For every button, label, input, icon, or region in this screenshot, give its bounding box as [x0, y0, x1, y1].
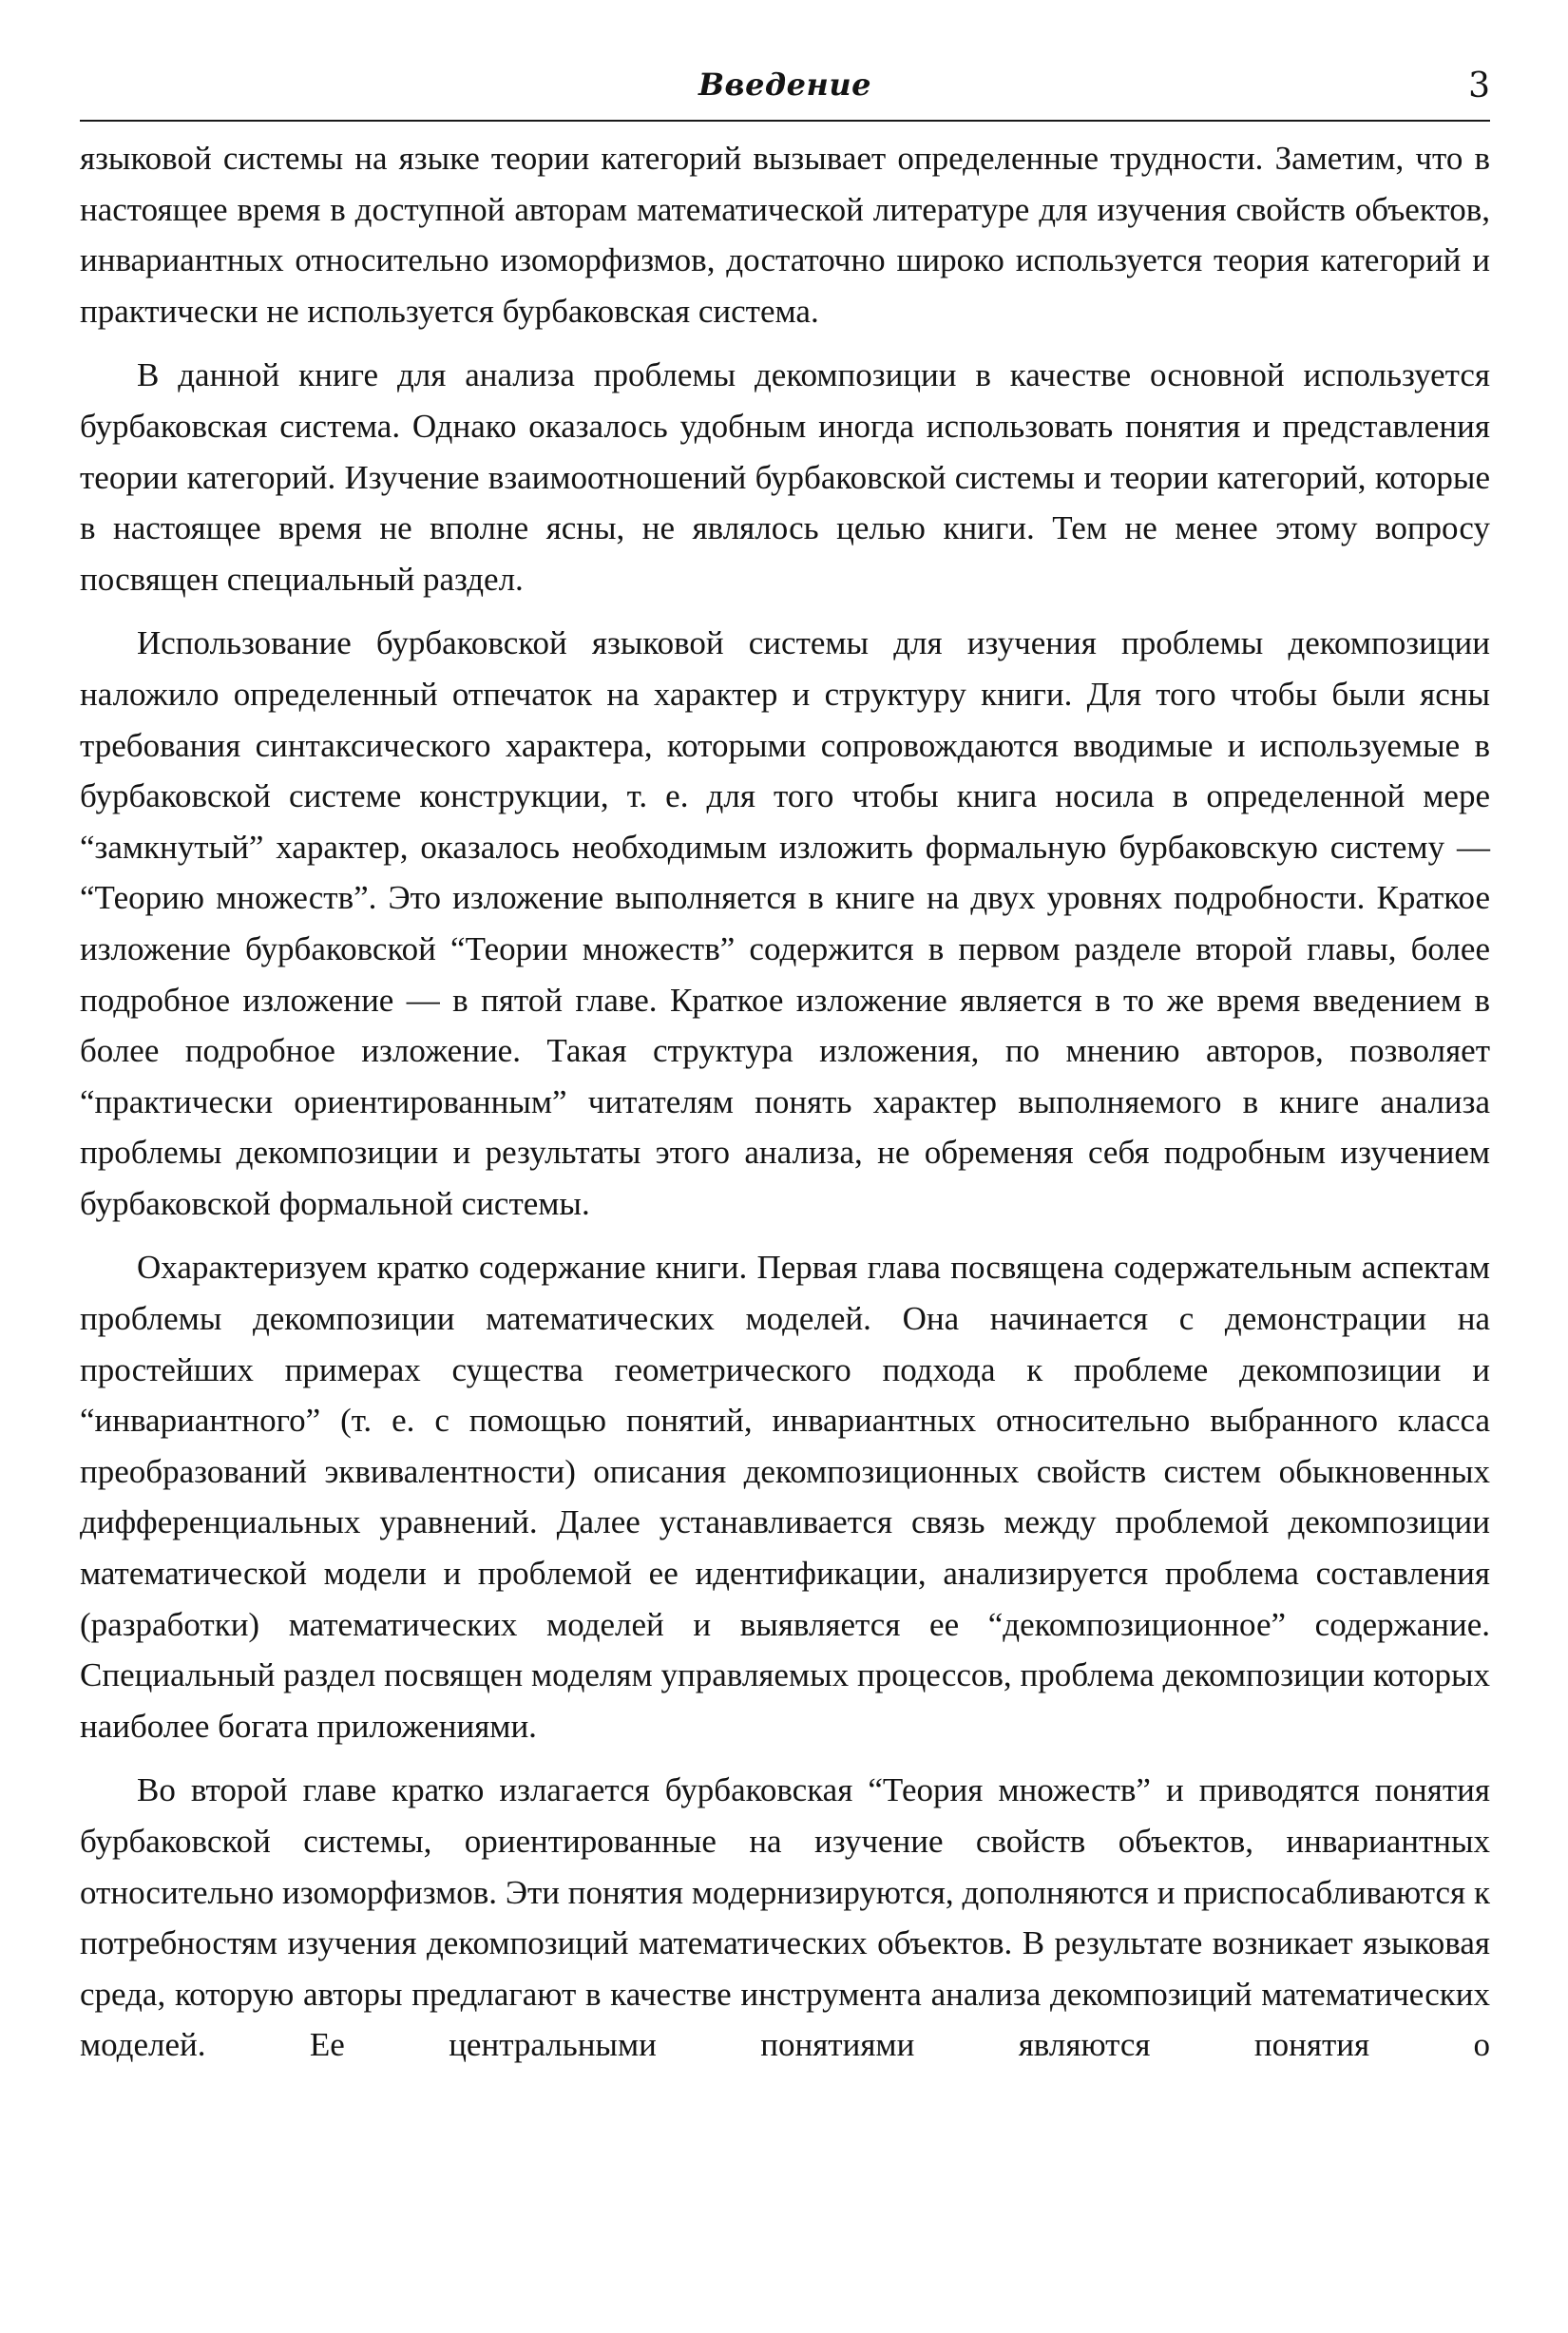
- running-head: [80, 65, 1490, 122]
- paragraph: Использование бурбаковской языковой системы для изучения проблемы декомпозиции наложило определенный отпечаток на характер и структуру книги. Для того чтобы были ясны требования синтаксического характера, которыми сопровождаются вводимые и используемые в бурбаковской системе конструкции, т. е. для того чтобы книга носила в определенной мере “замкнутый” характер, оказалось необходимым изложить формальную бурбаковскую систему — “Теорию множеств”. Это изложение выполняется в книге на двух уровнях подробности. Краткое изложение бурбаковской “Теории множеств” содержится в первом разделе второй главы, более подробное изложение — в пятой главе. Краткое изложение является в то же время введением в более подробное изложение. Такая структура изложения, по мнению авторов, позволяет “практически ориентированным” читателям понять характер выполняемого в книге анализа проблемы декомпозиции и результаты этого анализа, не обременяя себя подробным изучением бурбаковской формальной системы.: [80, 624, 1490, 1222]
- running-title: Введение: [698, 67, 871, 103]
- paragraph-continuation: языковой системы на языке теории категорий вызывает определенные трудности. Заметим, что в настоящее время в доступной авторам математической литературе для изучения свойств объектов, инвариантных относительно изоморфизмов, достаточно широко используется теория категорий и практически не используется бурбаковская система.: [80, 140, 1490, 330]
- page-number: 3: [1468, 67, 1490, 105]
- paragraph: Охарактеризуем кратко содержание книги. Первая глава посвящена содержательным аспектам проблемы декомпозиции математических моделей. Она начинается с демонстрации на простейших примерах существа геометрического подхода к проблеме декомпозиции и “инвариантного” (т. е. с помощью понятий, инвариантных относительно выбранного класса преобразований эквивалентности) описания декомпозиционных свойств систем обыкновенных дифференциальных уравнений. Далее устанавливается связь между проблемой декомпозиции математической модели и проблемой ее идентификации, анализируется проблема составления (разработки) математических моделей и выявляется ее “декомпозиционное” содержание. Специальный раздел посвящен моделям управляемых процессов, проблема декомпозиции которых наиболее богата приложениями.: [80, 1249, 1490, 1745]
- paragraph: В данной книге для анализа проблемы декомпозиции в качестве основной используется бурбаковская система. Однако оказалось удобным иногда использовать понятия и представления теории категорий. Изучение взаимоотношений бурбаковской системы и теории категорий, которые в настоящее время не вполне ясны, не являлось целью книги. Тем не менее этому вопросу посвящен специальный раздел.: [80, 356, 1490, 598]
- book-page: [80, 65, 1490, 2071]
- body-text: [80, 133, 1490, 2071]
- paragraph: Во второй главе кратко излагается бурбаковская “Теория множеств” и приводятся понятия бурбаковской системы, ориентированные на изучение свойств объектов, инвариантных относительно изоморфизмов. Эти понятия модернизируются, дополняются и приспосабливаются к потребностям изучения декомпозиций математических объектов. В результате возникает языковая среда, которую авторы предлагают в качестве инструмента анализа декомпозиций математических моделей. Ее центральными понятиями являются понятия о: [80, 1771, 1490, 2064]
